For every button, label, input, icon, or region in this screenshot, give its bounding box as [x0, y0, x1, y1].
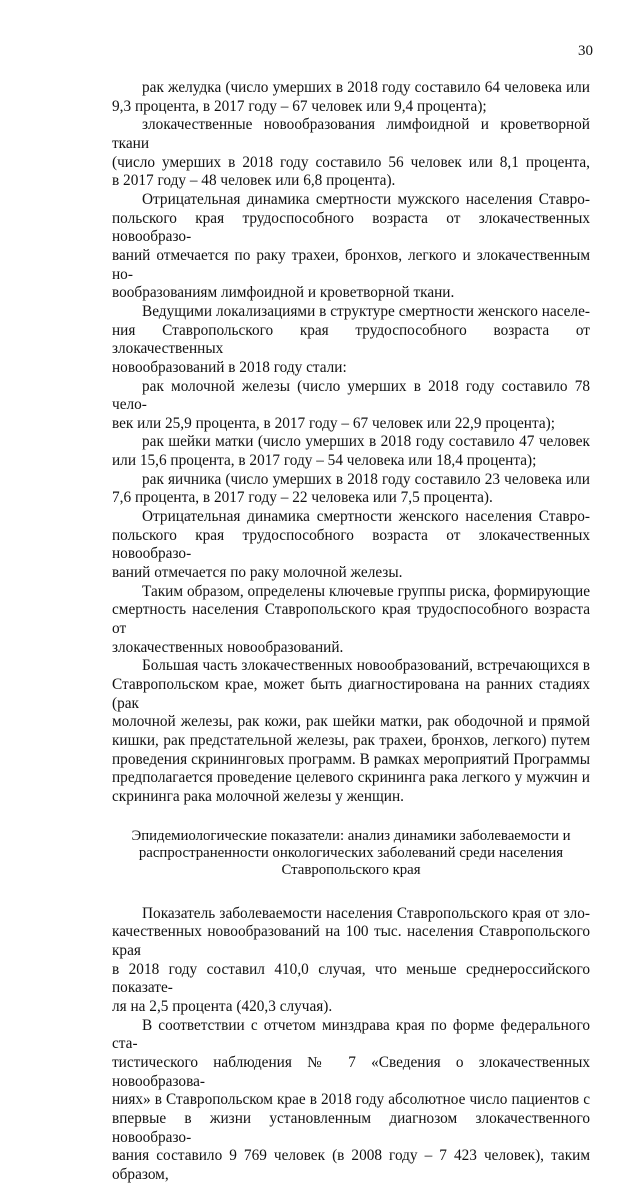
heading-line: Эпидемиологические показатели: анализ динамики заболеваемости и	[131, 827, 571, 844]
text-line: Ведущими локализациями в структуре смертности женского населе-	[142, 302, 590, 320]
text-line: В соответствии с отчетом минздрава края по форме федерального ста-	[112, 1016, 590, 1053]
paragraphs-after-heading	[112, 905, 590, 1185]
text-line: кишки, рак предстательной железы, рак трахеи, бронхов, легкого) путем	[112, 731, 590, 749]
text-line: рак молочной железы (число умерших в 2018 году составило 78 чело-	[112, 377, 590, 414]
text-line: польского края трудоспособного возраста от злокачественных новообразо-	[112, 526, 590, 563]
text-line: рак шейки матки (число умерших в 2018 году составило 47 человек	[142, 433, 590, 451]
text-line: (число умерших в 2018 году составило 56 человек или 8,1 процента,	[112, 153, 590, 171]
text-line: злокачественных новообразований.	[112, 638, 344, 656]
text-line: молочной железы, рак кожи, рак шейки матки, рак ободочной и прямой	[112, 713, 590, 731]
paragraph	[112, 378, 590, 434]
text-line: ния Ставропольского края трудоспособного возраста от злокачественных	[112, 321, 590, 358]
text-line: Таким образом, определены ключевые группы риска, формирующие	[142, 582, 590, 600]
text-line: рак яичника (число умерших в 2018 году составило 23 человека или	[142, 470, 590, 488]
paragraph	[112, 303, 590, 378]
text-line: качественных новообразований на 100 тыс. населения Ставропольского края	[112, 923, 590, 960]
heading-line: Ставропольского края	[281, 862, 421, 879]
text-line: предполагается проведение целевого скрининга рака легкого у мужчин и	[112, 769, 590, 787]
paragraph	[112, 583, 590, 658]
paragraph	[112, 508, 590, 583]
text-line: проведения скрининговых программ. В рамках мероприятий Программы	[112, 750, 590, 768]
text-line: Отрицательная динамика смертности мужского населения Ставро-	[142, 190, 590, 208]
text-line: вания составило 9 769 человек (в 2008 году – 7 423 человек), таким образом,	[112, 1147, 590, 1183]
text-line: вообразованиям лимфоидной и кроветворной ткани.	[112, 284, 455, 302]
text-line: злокачественные новообразования лимфоидной и кроветворной ткани	[112, 116, 590, 152]
text-line: в 2017 году – 48 человек или 6,8 процента).	[112, 172, 396, 190]
section-heading	[112, 828, 590, 880]
text-line: Показатель заболеваемости населения Ставропольского края от зло-	[142, 904, 590, 922]
paragraph	[112, 191, 590, 303]
text-line: новообразований в 2018 году стали:	[112, 358, 347, 376]
text-line: польского края трудоспособного возраста от злокачественных новообразо-	[112, 209, 590, 246]
text-line: Отрицательная динамика смертности женского населения Ставро-	[142, 508, 590, 526]
text-line: или 15,6 процента, в 2017 году – 54 человека или 18,4 процента);	[112, 452, 537, 470]
text-line: ваний отмечается по раку трахеи, бронхов, легкого и злокачественным но-	[112, 246, 590, 283]
text-line: ниях» в Ставропольском крае в 2018 году абсолютное число пациентов с	[112, 1091, 590, 1109]
text-line: в 2018 году составил 410,0 случая, что меньше среднероссийского показате-	[112, 960, 590, 997]
paragraph	[112, 79, 590, 116]
text-line: век или 25,9 процента, в 2017 году – 67 человек или 22,9 процента);	[112, 414, 555, 432]
text-line: рак желудка (число умерших в 2018 году составило 64 человека или	[142, 79, 590, 96]
text-line: 9,3 процента, в 2017 году – 67 человек или 9,4 процента);	[112, 97, 487, 115]
text-line: 7,6 процента, в 2017 году – 22 человека или 7,5 процента).	[112, 489, 493, 507]
text-line: впервые в жизни установленным диагнозом злокачественного новообразо-	[112, 1110, 590, 1146]
paragraph	[112, 116, 590, 191]
paragraph	[112, 1017, 590, 1185]
paragraphs-before-heading	[112, 79, 590, 807]
page-number: 30	[578, 43, 593, 59]
heading-line: распространенности онкологических заболеваний среди населения	[138, 845, 564, 861]
paragraph	[112, 433, 590, 470]
text-line: Ставропольском крае, может быть диагностирована на ранних стадиях (рак	[112, 676, 590, 712]
text-line: Большая часть злокачественных новообразований, встречающихся в	[142, 657, 590, 675]
text-line: ваний отмечается по раку молочной железы.	[112, 564, 403, 582]
text-line: смертность населения Ставропольского края трудоспособного возраста от	[112, 601, 590, 638]
text-line: скрининга рака молочной железы у женщин.	[112, 787, 405, 805]
paragraph	[112, 471, 590, 508]
paragraph	[112, 657, 590, 806]
paragraph	[112, 905, 590, 1017]
text-line: ля на 2,5 процента (420,3 случая).	[112, 998, 333, 1016]
text-line: тистического наблюдения № 7 «Сведения о злокачественных новообразова-	[112, 1054, 590, 1090]
document-body	[112, 79, 590, 1185]
